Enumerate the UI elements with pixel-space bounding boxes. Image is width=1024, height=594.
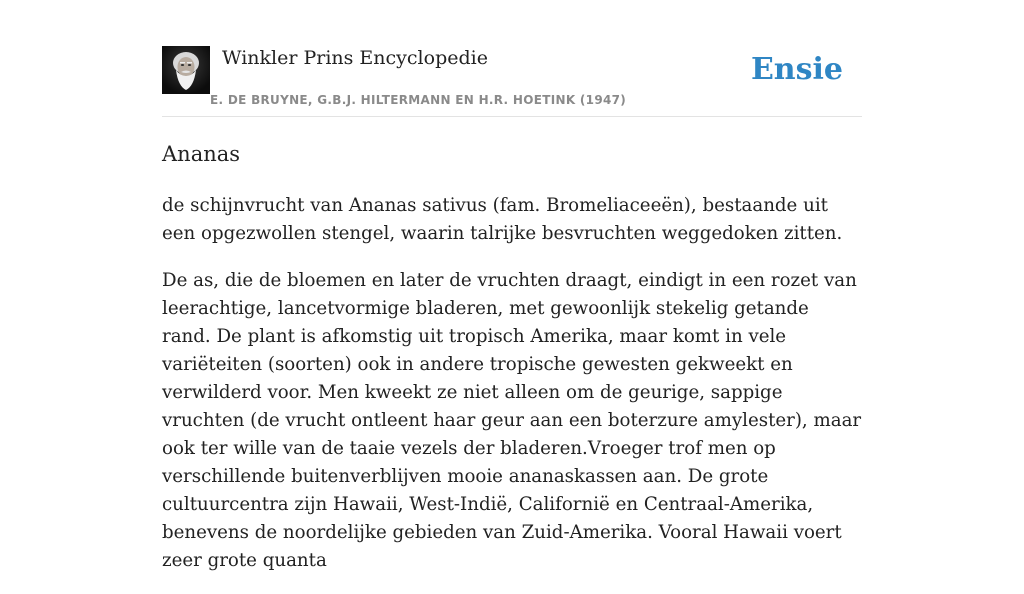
brand-logo[interactable]: Ensie [750, 52, 843, 87]
article-paragraph: De as, die de bloemen en later de vruchten draagt, eindigt in een rozet van leerachtige, lancetvormige bladeren, met gewoonlijk stekelig getande rand. De plant is afkomstig uit tropisch Amerika, maar komt in vele variëteiten (soorten) ook in andere tropische gewesten gekweekt en verwilderd voor. Men kweekt ze niet alleen om de geurige, sappige vruchten (de vrucht ontleent haar geur aan een boterzure amylester), maar ook ter wille van de taaie vezels der bladeren.Vroeger trof men op verschillende buitenverblijven mooie ananaskassen aan. De grote cultuurcentra zijn Hawaii, West-Indië, Californië en Centraal-Amerika, benevens de noordelijke gebieden van Zuid-Amerika. Vooral Hawaii voert zeer grote quanta [162, 270, 862, 571]
source-title[interactable]: Winkler Prins Encyclopedie [222, 47, 488, 69]
article [162, 138, 862, 594]
source-header [162, 46, 862, 117]
author-portrait-icon [162, 46, 210, 94]
article-paragraph: de schijnvrucht van Ananas sativus (fam. Bromeliaceeën), bestaande uit een opgezwollen stengel, waarin talrijke besvruchten weggedoken zitten. [162, 195, 843, 244]
avatar[interactable] [162, 46, 210, 94]
article-title: Ananas [162, 142, 241, 166]
source-authors: E. DE BRUYNE, G.B.J. HILTERMANN EN H.R. HOETINK (1947) [210, 93, 627, 107]
